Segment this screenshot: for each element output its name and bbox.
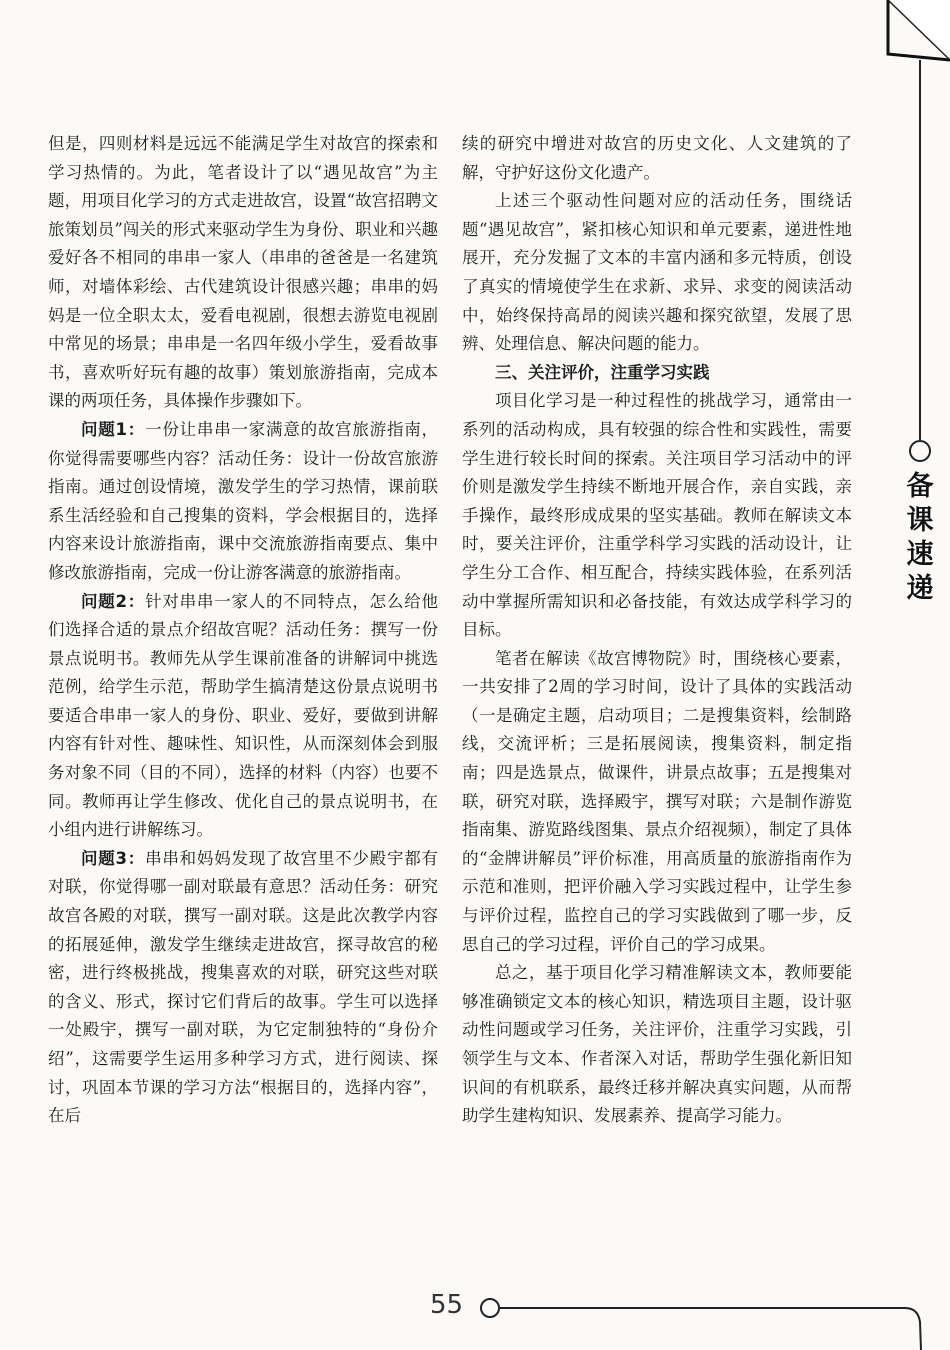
question-3-text: 串串和妈妈发现了故宫里不少殿宇都有对联，你觉得哪一副对联最有意思？活动任务：研究故宫各殿的对联，撰写一副对联。这是此次教学内容的拓展延伸，激发学生继续走进故宫，探寻故宫的秘密，进行终极挑战，搜集喜欢的对联，研究这些对联的含义、形式，探讨它们背后的故事。学生可以选择一处殿宇，撰写一副对联，为它定制独特的“身份介绍”，这需要学生运用多种学习方式，进行阅读、探讨，巩固本节课的学习方法“根据目的，选择内容”，在后 bbox=[48, 848, 439, 1126]
right-paragraph-3: 项目化学习是一种过程性的挑战学习，通常由一系列的活动构成，具有较强的综合性和实践性，需要学生进行较长时间的探索。关注项目学习活动中的评价则是激发学生持续不断地开展合作，亲自实践，亲手操作，最终形成成果的坚实基础。教师在解读文本时，要关注评价，注重学科学习实践的活动设计，让学生分工合作、相互配合，持续实践体验，在系列活动中掌握所需知识和必备技能，有效达成学科学习的目标。 bbox=[462, 391, 852, 640]
page-number-circle bbox=[481, 1299, 499, 1317]
question-1 bbox=[48, 416, 438, 588]
right-paragraph-4: 笔者在解读《故宫博物院》时，围绕核心要素，一共安排了2周的学习时间，设计了具体的实践活动（一是确定主题，启动项目；二是搜集资料，绘制路线，交流评析；三是拓展阅读，搜集资料，制定指南；四是选景点，做课件，讲景点故事；五是搜集对联，研究对联，选择殿宇，撰写对联；六是制作游览指南集、游览路线图集、景点介绍视频），制定了具体的“金牌讲解员”评价标准，用高质量的旅游指南作为示范和准则，把评价融入学习实践过程中，让学生参与评价过程，监控自己的学习实践做到了哪一步，反思自己的学习过程，评价自己的学习成果。 bbox=[462, 648, 852, 954]
right-paragraph-2: 上述三个驱动性问题对应的活动任务，围绕话题“遇见故宫”，紧扣核心知识和单元要素，递进性地展开，充分发掘了文本的丰富内涵和多元特质，创设了真实的情境使学生在求新、求异、求变的阅读活动中，始终保持高昂的阅读兴趣和探究欲望，发展了思辨、处理信息、解决问题的能力。 bbox=[462, 191, 852, 354]
section-heading: 三、关注评价，注重学习实践 bbox=[495, 362, 710, 382]
side-label-char: 递 bbox=[906, 573, 934, 604]
page-number: 55 bbox=[430, 1290, 464, 1320]
side-label-char: 速 bbox=[906, 539, 934, 570]
question-1-text: 一份让串串一家满意的故宫旅游指南，你觉得需要哪些内容？活动任务：设计一份故宫旅游指南。通过创设情境，激发学生的学习热情，课前联系生活经验和自己搜集的资料，学会根据目的，选择内容来设计旅游指南，课中交流旅游指南要点、集中修改旅游指南，完成一份让游客满意的旅游指南。 bbox=[48, 419, 439, 582]
section-side-label bbox=[902, 470, 938, 606]
side-label-char: 课 bbox=[906, 505, 934, 536]
left-paragraph-1: 但是，四则材料是远远不能满足学生对故宫的探索和学习热情的。为此，笔者设计了以“遇见故宫”为主题，用项目化学习的方式走进故宫，设置“故宫招聘文旅策划员”闯关的形式来驱动学生为身份、职业和兴趣爱好各不相同的串串一家人（串串的爸爸是一名建筑师，对墙体彩绘、古代建筑设计很感兴趣；串串的妈妈是一位全职太太，爱看电视剧，很想去游览电视剧中常见的场景；串串是一名四年级小学生，爱看故事书，喜欢听好玩有趣的故事）策划旅游指南，完成本课的两项任务，具体操作步骤如下。 bbox=[48, 134, 438, 411]
margin-circle bbox=[910, 441, 930, 461]
page-number-line bbox=[499, 1308, 921, 1350]
right-column bbox=[462, 130, 852, 1131]
question-3-label: 问题3： bbox=[81, 848, 146, 868]
left-column bbox=[48, 130, 438, 1131]
question-2-label: 问题2： bbox=[81, 591, 146, 611]
question-2 bbox=[48, 588, 438, 845]
question-2-text: 针对串串一家人的不同特点，怎么给他们选择合适的景点介绍故宫呢？活动任务：撰写一份景点说明书。教师先从学生课前准备的讲解词中挑选范例，给学生示范，帮助学生搞清楚这份景点说明书要适合串串一家人的身份、职业、爱好，要做到讲解内容有针对性、趣味性、知识性，从而深刻体会到服务对象不同（目的不同），选择的材料（内容）也要不同。教师再让学生修改、优化自己的景点说明书，在小组内进行讲解练习。 bbox=[48, 591, 439, 840]
right-paragraph-5: 总之，基于项目化学习精准解读文本，教师要能够准确锁定文本的核心知识，精选项目主题，设计驱动性问题或学习任务，关注评价，注重学习实践，引领学生与文本、作者深入对话，帮助学生强化新旧知识间的有机联系，最终迁移并解决真实问题，从而帮助学生建构知识、发展素养、提高学习能力。 bbox=[462, 963, 852, 1126]
side-label-char: 备 bbox=[906, 471, 934, 502]
question-3 bbox=[48, 845, 438, 1131]
right-paragraph-1: 续的研究中增进对故宫的历史文化、人文建筑的了解，守护好这份文化遗产。 bbox=[462, 134, 852, 182]
question-1-label: 问题1： bbox=[81, 419, 146, 439]
